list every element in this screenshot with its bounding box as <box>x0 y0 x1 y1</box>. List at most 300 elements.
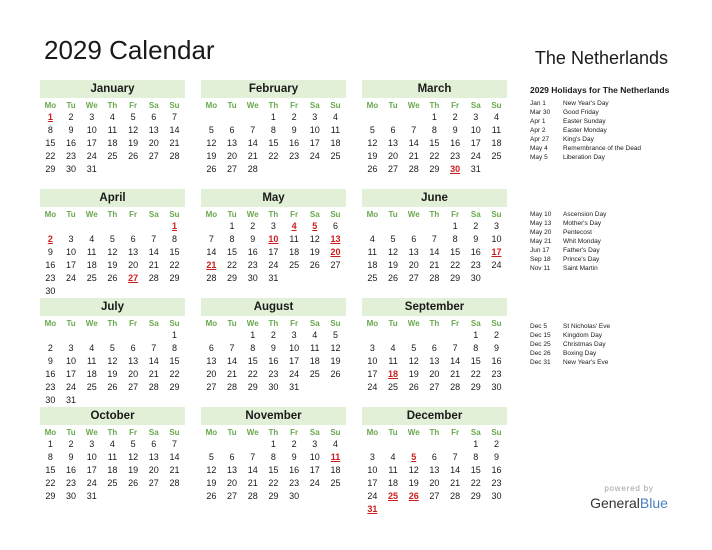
weekday-label: Mo <box>44 428 57 437</box>
day-cell: 27 <box>429 382 440 392</box>
day-cell: 7 <box>171 112 177 122</box>
day-cell: 12 <box>367 138 378 148</box>
day-cell: 19 <box>330 356 341 366</box>
day-cell: 1 <box>270 112 276 122</box>
empty-cell <box>383 438 404 451</box>
weekday-label: Su <box>330 319 341 328</box>
day-cell: 16 <box>66 138 77 148</box>
day-cell: 4 <box>369 234 375 244</box>
day-cell: 28 <box>450 382 461 392</box>
day-cell: 30 <box>470 273 481 283</box>
weekday-label: We <box>246 210 259 219</box>
weekday-label: We <box>407 210 420 219</box>
weekday-label: Fr <box>451 428 460 437</box>
holiday-date: 5 <box>312 221 318 231</box>
day-cell: 2 <box>68 439 74 449</box>
empty-cell <box>81 220 102 233</box>
day-cell: 8 <box>270 125 276 135</box>
day-cell: 5 <box>369 125 375 135</box>
day-cell: 27 <box>227 491 238 501</box>
day-cell: 17 <box>66 369 77 379</box>
day-cell: 13 <box>429 356 440 366</box>
day-cell: 14 <box>227 356 238 366</box>
day-cell: 27 <box>429 491 440 501</box>
empty-cell <box>201 438 222 451</box>
day-cell: 5 <box>130 112 136 122</box>
day-cell: 8 <box>473 343 479 353</box>
day-cell: 11 <box>107 452 118 462</box>
holiday-date-label: Dec 5 <box>530 323 547 330</box>
day-cell: 26 <box>128 151 139 161</box>
empty-cell <box>40 220 61 233</box>
day-cell: 28 <box>148 273 159 283</box>
day-cell: 12 <box>408 356 419 366</box>
day-cell: 21 <box>408 151 419 161</box>
day-cell: 23 <box>289 478 300 488</box>
month-title: August <box>201 298 346 316</box>
day-cell: 3 <box>493 221 499 231</box>
holiday-date-label: May 13 <box>530 220 552 227</box>
holiday-name: New Year's Day <box>563 100 609 107</box>
month-title: November <box>201 407 346 425</box>
day-cell: 23 <box>45 273 56 283</box>
day-cell: 3 <box>89 439 95 449</box>
holiday-name: Ascension Day <box>563 211 607 218</box>
day-cell: 10 <box>309 452 320 462</box>
day-cell: 24 <box>66 382 77 392</box>
weekday-label: Fr <box>290 319 299 328</box>
day-cell: 26 <box>107 273 118 283</box>
holiday-date-label: Sep 18 <box>530 256 551 263</box>
holiday-date: 25 <box>388 491 399 501</box>
day-cell: 1 <box>250 330 256 340</box>
day-cell: 8 <box>47 452 53 462</box>
day-cell: 12 <box>309 234 320 244</box>
day-cell: 8 <box>250 343 256 353</box>
day-cell: 1 <box>47 439 53 449</box>
day-cell: 25 <box>309 369 320 379</box>
day-cell: 3 <box>369 452 375 462</box>
empty-cell <box>242 111 263 124</box>
empty-cell <box>383 111 404 124</box>
weekday-label: Sa <box>309 428 320 437</box>
day-cell: 5 <box>109 343 115 353</box>
day-cell: 15 <box>45 465 56 475</box>
holiday-date: 4 <box>291 221 297 231</box>
holiday-item <box>530 331 700 340</box>
day-cell: 4 <box>390 452 396 462</box>
holiday-item <box>530 126 700 135</box>
weekday-label: Tu <box>66 101 76 110</box>
day-cell: 19 <box>206 478 217 488</box>
day-cell: 6 <box>130 234 136 244</box>
weekday-label: Th <box>268 319 279 328</box>
day-cell: 1 <box>270 439 276 449</box>
weekday-label: Sa <box>309 101 320 110</box>
day-cell: 31 <box>268 273 279 283</box>
empty-cell <box>201 329 222 342</box>
day-cell: 6 <box>390 125 396 135</box>
day-cell: 2 <box>68 112 74 122</box>
holiday-item <box>530 358 700 367</box>
weekday-label: We <box>246 319 259 328</box>
day-cell: 2 <box>452 112 458 122</box>
weekday-label: Tu <box>227 428 237 437</box>
day-cell: 21 <box>450 478 461 488</box>
day-cell: 30 <box>45 286 56 296</box>
day-cell: 28 <box>408 164 419 174</box>
month-days-grid <box>40 316 185 407</box>
holiday-name: Prince's Day <box>563 256 600 263</box>
brand-blue: Blue <box>639 495 668 511</box>
day-cell: 21 <box>429 260 440 270</box>
day-cell: 4 <box>89 234 95 244</box>
day-cell: 7 <box>250 452 256 462</box>
weekday-label: Su <box>330 101 341 110</box>
day-cell: 7 <box>171 439 177 449</box>
day-cell: 16 <box>247 247 258 257</box>
holiday-date-label: May 4 <box>530 145 548 152</box>
day-cell: 3 <box>68 343 74 353</box>
day-cell: 24 <box>86 151 97 161</box>
day-cell: 17 <box>86 138 97 148</box>
weekday-label: Mo <box>44 210 57 219</box>
weekday-label: Fr <box>129 210 138 219</box>
day-cell: 10 <box>309 125 320 135</box>
day-cell: 19 <box>107 260 118 270</box>
holiday-item <box>530 210 700 219</box>
day-cell: 11 <box>87 247 97 257</box>
weekday-label: Th <box>107 319 118 328</box>
weekday-label: We <box>246 428 259 437</box>
day-cell: 30 <box>491 491 502 501</box>
weekday-label: Th <box>429 101 440 110</box>
day-cell: 1 <box>473 330 479 340</box>
weekday-label: Fr <box>290 101 299 110</box>
empty-cell <box>40 329 61 342</box>
day-cell: 1 <box>171 330 177 340</box>
day-cell: 9 <box>473 234 479 244</box>
day-cell: 9 <box>68 452 74 462</box>
day-cell: 18 <box>330 465 341 475</box>
weekday-label: Fr <box>129 319 138 328</box>
day-cell: 22 <box>450 260 461 270</box>
day-cell: 10 <box>491 234 502 244</box>
weekday-label: Sa <box>148 210 159 219</box>
holiday-date-label: May 10 <box>530 211 552 218</box>
empty-cell <box>403 329 424 342</box>
day-cell: 27 <box>227 164 238 174</box>
holiday-name: Saint Martin <box>563 265 598 272</box>
day-cell: 3 <box>312 439 318 449</box>
day-cell: 3 <box>291 330 297 340</box>
day-cell: 18 <box>388 478 399 488</box>
weekday-label: Tu <box>227 319 237 328</box>
weekday-label: Fr <box>451 101 460 110</box>
day-cell: 16 <box>66 465 77 475</box>
day-cell: 14 <box>169 125 180 135</box>
day-cell: 28 <box>247 491 258 501</box>
day-cell: 23 <box>66 478 77 488</box>
month-days-grid <box>362 425 507 516</box>
day-cell: 22 <box>470 478 481 488</box>
empty-cell <box>222 111 243 124</box>
day-cell: 17 <box>66 260 77 270</box>
day-cell: 18 <box>330 138 341 148</box>
day-cell: 25 <box>388 382 399 392</box>
day-cell: 6 <box>229 452 235 462</box>
day-cell: 10 <box>367 356 378 366</box>
holiday-date-label: Mar 30 <box>530 109 551 116</box>
day-cell: 23 <box>247 260 258 270</box>
month-days-grid <box>40 98 185 176</box>
day-cell: 29 <box>429 164 440 174</box>
day-cell: 9 <box>291 452 297 462</box>
weekday-label: Tu <box>66 319 76 328</box>
day-cell: 16 <box>289 138 300 148</box>
day-cell: 28 <box>429 273 440 283</box>
weekday-label: We <box>407 428 420 437</box>
weekday-label: Su <box>330 428 341 437</box>
weekday-label: Tu <box>388 101 398 110</box>
holiday-group <box>530 322 700 367</box>
month-september <box>362 298 507 394</box>
month-days-grid <box>40 425 185 503</box>
holiday-group <box>530 99 700 162</box>
day-cell: 29 <box>45 164 56 174</box>
day-cell: 6 <box>332 221 338 231</box>
empty-cell <box>362 111 383 124</box>
holiday-name: Mother's Day <box>563 220 602 227</box>
holiday-date-label: Dec 15 <box>530 332 551 339</box>
day-cell: 24 <box>86 478 97 488</box>
empty-cell <box>61 329 82 342</box>
weekday-label: Mo <box>366 428 379 437</box>
brand-general: General <box>590 495 640 511</box>
day-cell: 14 <box>206 247 217 257</box>
holiday-name: Good Friday <box>563 109 599 116</box>
weekday-label: Mo <box>205 319 218 328</box>
day-cell: 2 <box>473 221 479 231</box>
day-cell: 18 <box>86 369 97 379</box>
day-cell: 31 <box>66 395 77 405</box>
weekday-label: Mo <box>205 101 218 110</box>
empty-cell <box>222 329 243 342</box>
day-cell: 8 <box>270 452 276 462</box>
holiday-date: 10 <box>268 234 279 244</box>
day-cell: 24 <box>470 151 481 161</box>
day-cell: 5 <box>390 234 396 244</box>
day-cell: 2 <box>493 439 499 449</box>
day-cell: 12 <box>107 247 118 257</box>
holiday-date: 5 <box>411 452 417 462</box>
day-cell: 14 <box>450 465 461 475</box>
holiday-date-label: May 21 <box>530 238 552 245</box>
day-cell: 29 <box>247 382 258 392</box>
weekday-label: Tu <box>388 319 398 328</box>
holiday-date: 2 <box>47 234 53 244</box>
day-cell: 29 <box>169 273 180 283</box>
weekday-label: We <box>407 101 420 110</box>
holiday-date: 1 <box>47 112 53 122</box>
holiday-date: 21 <box>206 260 217 270</box>
day-cell: 8 <box>431 125 437 135</box>
weekday-label: Su <box>169 428 180 437</box>
holiday-date: 13 <box>330 234 341 244</box>
day-cell: 24 <box>268 260 279 270</box>
empty-cell <box>403 111 424 124</box>
day-cell: 20 <box>388 151 399 161</box>
holiday-date: 27 <box>128 273 139 283</box>
day-cell: 28 <box>227 382 238 392</box>
day-cell: 4 <box>109 112 115 122</box>
day-cell: 22 <box>227 260 238 270</box>
day-cell: 11 <box>87 356 97 366</box>
holiday-date-label: Apr 27 <box>530 136 550 143</box>
weekday-label: Sa <box>148 319 159 328</box>
day-cell: 17 <box>367 478 378 488</box>
day-cell: 4 <box>109 439 115 449</box>
day-cell: 2 <box>270 330 276 340</box>
day-cell: 30 <box>289 491 300 501</box>
day-cell: 18 <box>107 138 118 148</box>
holiday-name: King's Day <box>563 136 594 143</box>
day-cell: 19 <box>128 465 139 475</box>
day-cell: 26 <box>107 382 118 392</box>
empty-cell <box>143 329 164 342</box>
holiday-name: Easter Monday <box>563 127 607 134</box>
holiday-date: 18 <box>388 369 399 379</box>
holiday-date: 17 <box>491 247 502 257</box>
day-cell: 22 <box>45 151 56 161</box>
holiday-date: 1 <box>171 221 177 231</box>
weekday-label: Th <box>268 428 279 437</box>
day-cell: 12 <box>408 465 419 475</box>
month-days-grid <box>40 207 185 298</box>
weekday-label: Mo <box>366 101 379 110</box>
day-cell: 31 <box>470 164 481 174</box>
day-cell: 7 <box>151 234 157 244</box>
day-cell: 7 <box>229 343 235 353</box>
weekday-label: We <box>246 101 259 110</box>
holiday-item <box>530 108 700 117</box>
day-cell: 8 <box>171 343 177 353</box>
day-cell: 26 <box>206 491 217 501</box>
empty-cell <box>81 329 102 342</box>
day-cell: 17 <box>470 138 481 148</box>
weekday-label: Sa <box>470 101 481 110</box>
holiday-date: 20 <box>330 247 341 257</box>
day-cell: 31 <box>86 164 97 174</box>
day-cell: 4 <box>390 343 396 353</box>
day-cell: 6 <box>130 343 136 353</box>
day-cell: 27 <box>148 478 159 488</box>
day-cell: 14 <box>148 247 159 257</box>
empty-cell <box>383 329 404 342</box>
day-cell: 4 <box>332 439 338 449</box>
day-cell: 25 <box>491 151 502 161</box>
day-cell: 13 <box>227 138 238 148</box>
day-cell: 11 <box>388 356 398 366</box>
month-title: April <box>40 189 185 207</box>
day-cell: 9 <box>270 343 276 353</box>
day-cell: 17 <box>86 465 97 475</box>
day-cell: 6 <box>229 125 235 135</box>
empty-cell <box>362 220 383 233</box>
day-cell: 29 <box>169 382 180 392</box>
day-cell: 28 <box>206 273 217 283</box>
holiday-name: Pentecost <box>563 229 592 236</box>
day-cell: 28 <box>169 478 180 488</box>
day-cell: 7 <box>411 125 417 135</box>
day-cell: 20 <box>128 260 139 270</box>
day-cell: 13 <box>429 465 440 475</box>
weekday-label: Su <box>169 319 180 328</box>
day-cell: 28 <box>148 382 159 392</box>
day-cell: 29 <box>268 491 279 501</box>
day-cell: 5 <box>411 343 417 353</box>
day-cell: 1 <box>452 221 458 231</box>
month-days-grid <box>362 98 507 176</box>
day-cell: 27 <box>330 260 341 270</box>
day-cell: 10 <box>66 247 77 257</box>
day-cell: 4 <box>89 343 95 353</box>
day-cell: 23 <box>491 478 502 488</box>
day-cell: 3 <box>369 343 375 353</box>
day-cell: 15 <box>450 247 461 257</box>
day-cell: 19 <box>388 260 399 270</box>
weekday-label: Tu <box>66 428 76 437</box>
weekday-label: Fr <box>129 101 138 110</box>
month-title: March <box>362 80 507 98</box>
holiday-date-label: Nov 11 <box>530 265 551 272</box>
day-cell: 2 <box>250 221 256 231</box>
day-cell: 12 <box>107 356 118 366</box>
brand-logo[interactable] <box>588 484 670 512</box>
holiday-item <box>530 237 700 246</box>
day-cell: 9 <box>250 234 256 244</box>
day-cell: 13 <box>128 247 139 257</box>
day-cell: 4 <box>493 112 499 122</box>
day-cell: 23 <box>470 260 481 270</box>
holiday-date: 11 <box>330 452 341 462</box>
day-cell: 12 <box>206 465 217 475</box>
day-cell: 31 <box>86 491 97 501</box>
day-cell: 29 <box>45 491 56 501</box>
weekday-label: We <box>407 319 420 328</box>
holiday-name: Christmas Day <box>563 341 606 348</box>
day-cell: 22 <box>247 369 258 379</box>
brand-wordmark <box>588 494 670 512</box>
day-cell: 25 <box>107 151 118 161</box>
day-cell: 11 <box>289 234 299 244</box>
weekday-label: Su <box>491 428 502 437</box>
day-cell: 7 <box>250 125 256 135</box>
day-cell: 12 <box>388 247 399 257</box>
empty-cell <box>61 220 82 233</box>
weekday-label: Mo <box>366 319 379 328</box>
day-cell: 10 <box>367 465 378 475</box>
day-cell: 25 <box>330 151 341 161</box>
day-cell: 19 <box>128 138 139 148</box>
day-cell: 31 <box>289 382 300 392</box>
day-cell: 30 <box>45 395 56 405</box>
empty-cell <box>242 438 263 451</box>
page-title: 2029 Calendar <box>44 35 215 65</box>
day-cell: 26 <box>128 478 139 488</box>
day-cell: 28 <box>169 151 180 161</box>
day-cell: 16 <box>289 465 300 475</box>
